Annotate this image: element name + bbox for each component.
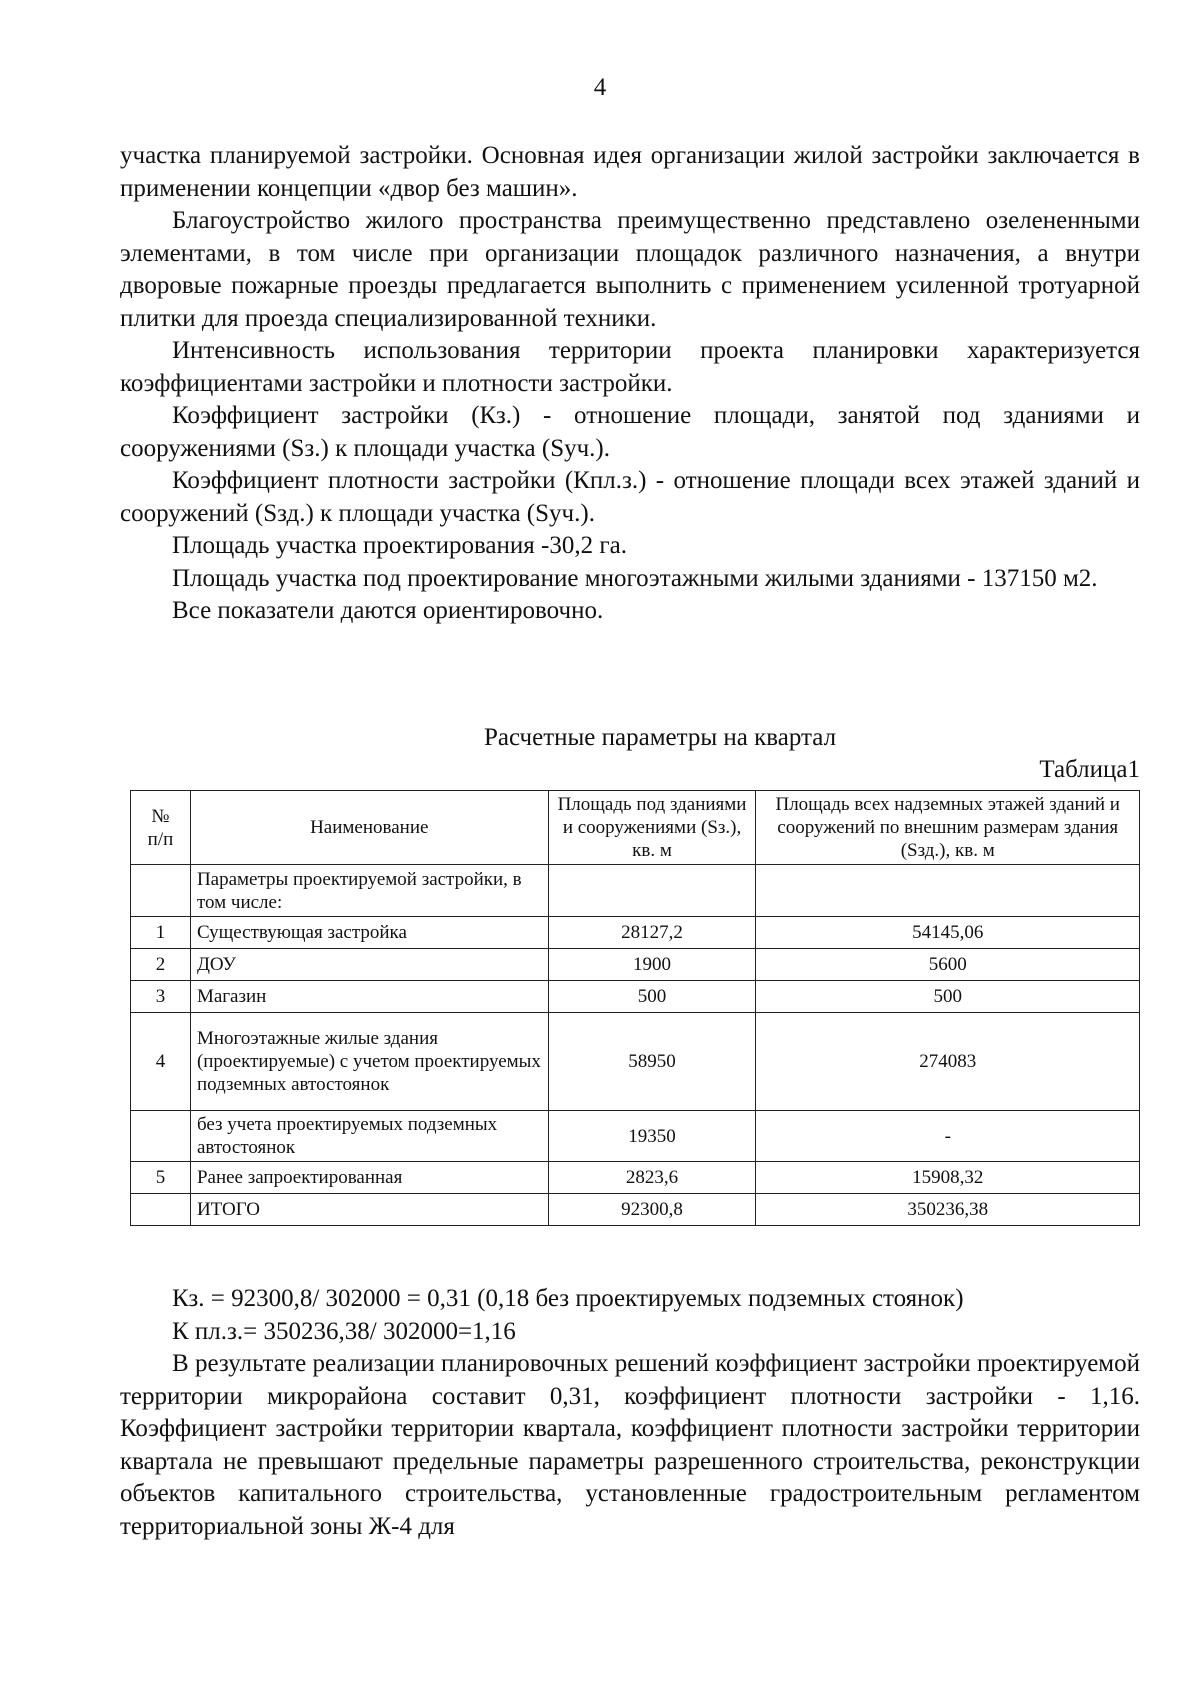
row-num: 3 [131, 981, 191, 1013]
row-name: Многоэтажные жилые здания (проектируемые) с учетом проектируемых подземных автостоянок [190, 1013, 548, 1111]
page-number: 4 [593, 74, 607, 101]
table-row [131, 1111, 1140, 1162]
row-num: 4 [131, 1013, 191, 1111]
paragraph: Площадь участка проектирования -30,2 га. [172, 532, 627, 559]
paragraph: В результате реализации планировочных решений коэффициент застройки проектируемой территории микрорайона составит 0,31, коэффициент плотности застройки - 1,16. Коэффициент застройки территории квартала, коэффициент плотности застройки территории квартала не превышают предельные параметры разрешенного строительства, реконструкции объектов капитального строительства, установленные градостроительным регламентом территориальной зоны Ж-4 для [120, 1350, 1140, 1540]
paragraph: участка планируемой застройки. Основная идея организации жилой застройки заключается в применении концепции «двор без машин». [120, 142, 1140, 202]
formula-kpl: К пл.з.= 350236,38/ 302000=1,16 [172, 1317, 516, 1345]
row-area: 92300,8 [548, 1194, 756, 1226]
table-row [131, 1162, 1140, 1194]
table-row [131, 865, 1140, 917]
row-name: Существующая застройка [190, 917, 548, 949]
row-floor-area: 274083 [756, 1013, 1140, 1111]
row-name: Магазин [190, 981, 548, 1013]
row-area [548, 865, 756, 917]
row-floor-area [756, 865, 1140, 917]
row-floor-area: 500 [756, 981, 1140, 1013]
paragraph: Коэффициент застройки (Кз.) - отношение площади, занятой под зданиями и сооружениями (Sз.) к площади участка (Sуч.). [120, 402, 1140, 462]
row-area: 1900 [548, 949, 756, 981]
row-name: без учета проектируемых подземных автостоянок [190, 1111, 548, 1162]
paragraph: Коэффициент плотности застройки (Кпл.з.) - отношение площади всех этажей зданий и сооружений (Sзд.) к площади участка (Sуч.). [120, 467, 1140, 527]
row-num: 2 [131, 949, 191, 981]
row-floor-area: 15908,32 [756, 1162, 1140, 1194]
row-num: 1 [131, 917, 191, 949]
header-name: Наименование [190, 791, 548, 865]
row-num: 5 [131, 1162, 191, 1194]
table-caption: Расчетные параметры на квартал [483, 724, 837, 751]
row-name: Параметры проектируемой застройки, в том числе: [190, 865, 548, 917]
row-name: ДОУ [190, 949, 548, 981]
row-floor-area: - [756, 1111, 1140, 1162]
parameters-table [130, 790, 1140, 1226]
row-area: 58950 [548, 1013, 756, 1111]
table-row-total [131, 1194, 1140, 1226]
row-floor-area: 54145,06 [756, 917, 1140, 949]
row-area: 500 [548, 981, 756, 1013]
table-row [131, 917, 1140, 949]
body-text-top [120, 140, 1140, 628]
table-header-row [131, 791, 1140, 865]
table-row [131, 1013, 1140, 1111]
header-area: Площадь под зданиями и сооружениями (Sз.), кв. м [548, 791, 756, 865]
row-area: 2823,6 [548, 1162, 756, 1194]
body-text-bottom [120, 1283, 1140, 1543]
formula-kz: Кз. = 92300,8/ 302000 = 0,31 (0,18 без проектируемых подземных стоянок) [172, 1285, 964, 1312]
table-number: Таблица1 [1039, 756, 1140, 783]
paragraph: Площадь участка под проектирование многоэтажными жилыми зданиями - 137150 м2. [172, 564, 1098, 592]
paragraph: Интенсивность использования территории проекта планировки характеризуется коэффициентами застройки и плотности застройки. [120, 337, 1140, 397]
row-num [131, 1194, 191, 1226]
paragraph: Благоустройство жилого пространства преимущественно представлено озелененными элементами, в том числе при организации площадок различного назначения, а внутри дворовые пожарные проезды предлагается выполнить с применением усиленной тротуарной плитки для проезда специализированной техники. [120, 207, 1140, 332]
row-floor-area: 5600 [756, 949, 1140, 981]
table-row [131, 981, 1140, 1013]
header-num: № п/п [131, 791, 191, 865]
row-num [131, 865, 191, 917]
table-row [131, 949, 1140, 981]
row-floor-area: 350236,38 [756, 1194, 1140, 1226]
header-floor-area: Площадь всех надземных этажей зданий и сооружений по внешним размерам здания (Sзд.), кв. м [756, 791, 1140, 865]
row-name: ИТОГО [190, 1194, 548, 1226]
row-area: 19350 [548, 1111, 756, 1162]
paragraph: Все показатели даются ориентировочно. [172, 597, 604, 624]
row-area: 28127,2 [548, 917, 756, 949]
row-name: Ранее запроектированная [190, 1162, 548, 1194]
row-num [131, 1111, 191, 1162]
